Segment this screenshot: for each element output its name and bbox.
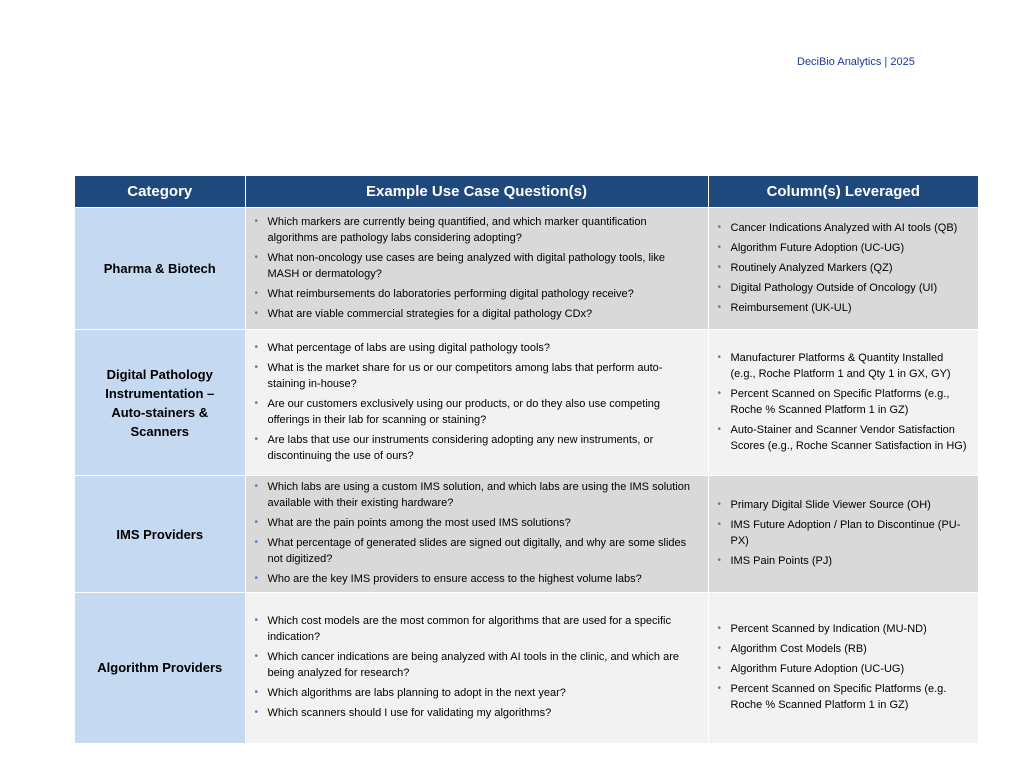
column-text: IMS Future Adoption / Plan to Discontinue (PU-PX) (730, 519, 961, 547)
questions-list (246, 214, 708, 322)
question-text: Are our customers exclusively using our products, or do they also use competing offerings in their lab for scanning or staining? (267, 397, 661, 426)
question-item (254, 685, 698, 701)
columns-list (709, 220, 979, 316)
column-item (717, 681, 969, 713)
column-item (717, 661, 969, 677)
bullet-icon: • (254, 307, 259, 319)
brand-label: DeciBio Analytics | 2025 (797, 56, 915, 68)
column-text: Algorithm Cost Models (RB) (730, 642, 867, 655)
bullet-icon: • (717, 519, 722, 530)
column-item (717, 641, 969, 657)
bullet-icon: • (717, 642, 722, 654)
question-item (254, 479, 698, 511)
question-text: What reimbursements do laboratories performing digital pathology receive? (267, 287, 634, 300)
column-text: Percent Scanned by Indication (MU-ND) (730, 622, 927, 635)
question-text: Who are the key IMS providers to ensure access to the highest volume labs? (267, 573, 642, 585)
questions-list (246, 340, 708, 464)
bullet-icon: • (717, 221, 722, 233)
category-cell: IMS Providers (75, 476, 245, 593)
questions-cell (245, 593, 708, 743)
bullet-icon: • (254, 614, 259, 626)
question-item (254, 432, 698, 464)
column-text: Primary Digital Slide Viewer Source (OH) (730, 499, 931, 511)
column-text: Algorithm Future Adoption (UC-UG) (730, 662, 905, 675)
question-item (254, 571, 698, 587)
columns-cell (708, 593, 978, 743)
bullet-icon: • (254, 433, 259, 445)
column-item (717, 280, 969, 296)
column-text: IMS Pain Points (PJ) (730, 555, 832, 567)
bullet-icon: • (254, 361, 259, 373)
bullet-icon: • (254, 397, 259, 409)
column-item (717, 220, 969, 236)
column-item (717, 240, 969, 256)
question-text: What are viable commercial strategies for a digital pathology CDx? (267, 307, 593, 320)
questions-list (246, 479, 708, 587)
column-item (717, 300, 969, 316)
column-text: Routinely Analyzed Markers (QZ) (730, 261, 893, 274)
bullet-icon: • (717, 241, 722, 253)
table-row (75, 330, 978, 476)
column-item (717, 260, 969, 276)
bullet-icon: • (717, 499, 722, 510)
bullet-icon: • (717, 387, 722, 399)
column-item (717, 422, 969, 454)
question-text: Which scanners should I use for validating my algorithms? (267, 706, 552, 719)
column-item (717, 497, 969, 513)
header-questions: Example Use Case Question(s) (245, 176, 708, 208)
column-item (717, 621, 969, 637)
bullet-icon: • (254, 573, 259, 584)
column-text: Reimbursement (UK-UL) (730, 301, 852, 314)
table-row (75, 593, 978, 743)
bullet-icon: • (717, 351, 722, 363)
question-text: What percentage of labs are using digital pathology tools? (267, 341, 551, 354)
question-item (254, 340, 698, 356)
column-item (717, 386, 969, 418)
questions-list (246, 613, 708, 721)
question-item (254, 360, 698, 392)
bullet-icon: • (717, 281, 722, 293)
question-text: Which cancer indications are being analyzed with AI tools in the clinic, and which are being analyzed for research? (267, 650, 680, 679)
column-text: Percent Scanned on Specific Platforms (e.g. Roche % Scanned Platform 1 in GZ) (730, 682, 947, 711)
bullet-icon: • (254, 706, 259, 718)
question-text: What non-oncology use cases are being analyzed with digital pathology tools, like MASH or dermatology? (267, 251, 665, 280)
question-text: What are the pain points among the most used IMS solutions? (267, 517, 571, 529)
questions-cell (245, 208, 708, 330)
bullet-icon: • (717, 261, 722, 273)
category-cell: Pharma & Biotech (75, 208, 245, 330)
question-item (254, 214, 698, 246)
question-item (254, 705, 698, 721)
bullet-icon: • (717, 423, 722, 435)
question-text: Which markers are currently being quantified, and which marker quantification algorithms are pathology labs considering adopting? (267, 215, 647, 244)
bullet-icon: • (254, 481, 259, 492)
columns-list (709, 350, 979, 454)
question-item (254, 286, 698, 302)
question-item (254, 535, 698, 567)
header-columns: Column(s) Leveraged (708, 176, 978, 208)
question-item (254, 250, 698, 282)
question-item (254, 396, 698, 428)
bullet-icon: • (717, 682, 722, 694)
category-cell: Algorithm Providers (75, 593, 245, 743)
column-item (717, 553, 969, 569)
columns-cell (708, 476, 978, 593)
questions-cell (245, 330, 708, 476)
column-text: Manufacturer Platforms & Quantity Installed (e.g., Roche Platform 1 and Qty 1 in GX, GY) (730, 351, 951, 380)
column-text: Digital Pathology Outside of Oncology (UI) (730, 281, 938, 294)
column-text: Auto-Stainer and Scanner Vendor Satisfaction Scores (e.g., Roche Scanner Satisfaction in HG) (730, 423, 967, 452)
bullet-icon: • (254, 287, 259, 299)
bullet-icon: • (717, 555, 722, 566)
bullet-icon: • (254, 341, 259, 353)
bullet-icon: • (254, 251, 259, 263)
table-row (75, 208, 978, 330)
columns-cell (708, 330, 978, 476)
question-text: Are labs that use our instruments considering adopting any new instruments, or discontinuing the use of ours? (267, 433, 654, 462)
bullet-icon: • (254, 650, 259, 662)
questions-cell (245, 476, 708, 593)
question-text: What is the market share for us or our competitors among labs that perform auto-staining in-house? (267, 361, 663, 390)
table-row (75, 476, 978, 593)
table-header-row (75, 176, 978, 208)
question-text: What percentage of generated slides are signed out digitally, and why are some slides not digitized? (267, 537, 687, 565)
column-text: Cancer Indications Analyzed with AI tools (QB) (730, 221, 958, 234)
column-text: Percent Scanned on Specific Platforms (e.g., Roche % Scanned Platform 1 in GZ) (730, 387, 950, 416)
bullet-icon: • (254, 537, 259, 548)
header-category: Category (75, 176, 245, 208)
question-text: Which algorithms are labs planning to adopt in the next year? (267, 686, 566, 699)
column-item (717, 517, 969, 549)
columns-cell (708, 208, 978, 330)
columns-list (709, 621, 979, 713)
question-item (254, 515, 698, 531)
category-cell: Digital Pathology Instrumentation – Auto-stainers & Scanners (75, 330, 245, 476)
question-item (254, 613, 698, 645)
columns-list (709, 497, 979, 569)
column-text: Algorithm Future Adoption (UC-UG) (730, 241, 905, 254)
bullet-icon: • (717, 301, 722, 313)
bullet-icon: • (254, 215, 259, 227)
bullet-icon: • (254, 517, 259, 528)
question-text: Which cost models are the most common for algorithms that are used for a specific indication? (267, 614, 671, 643)
column-item (717, 350, 969, 382)
use-case-table (75, 176, 978, 743)
bullet-icon: • (717, 662, 722, 674)
bullet-icon: • (254, 686, 259, 698)
question-item (254, 649, 698, 681)
bullet-icon: • (717, 622, 722, 634)
question-item (254, 306, 698, 322)
question-text: Which labs are using a custom IMS solution, and which labs are using the IMS solution available with their existing hardware? (267, 481, 690, 509)
